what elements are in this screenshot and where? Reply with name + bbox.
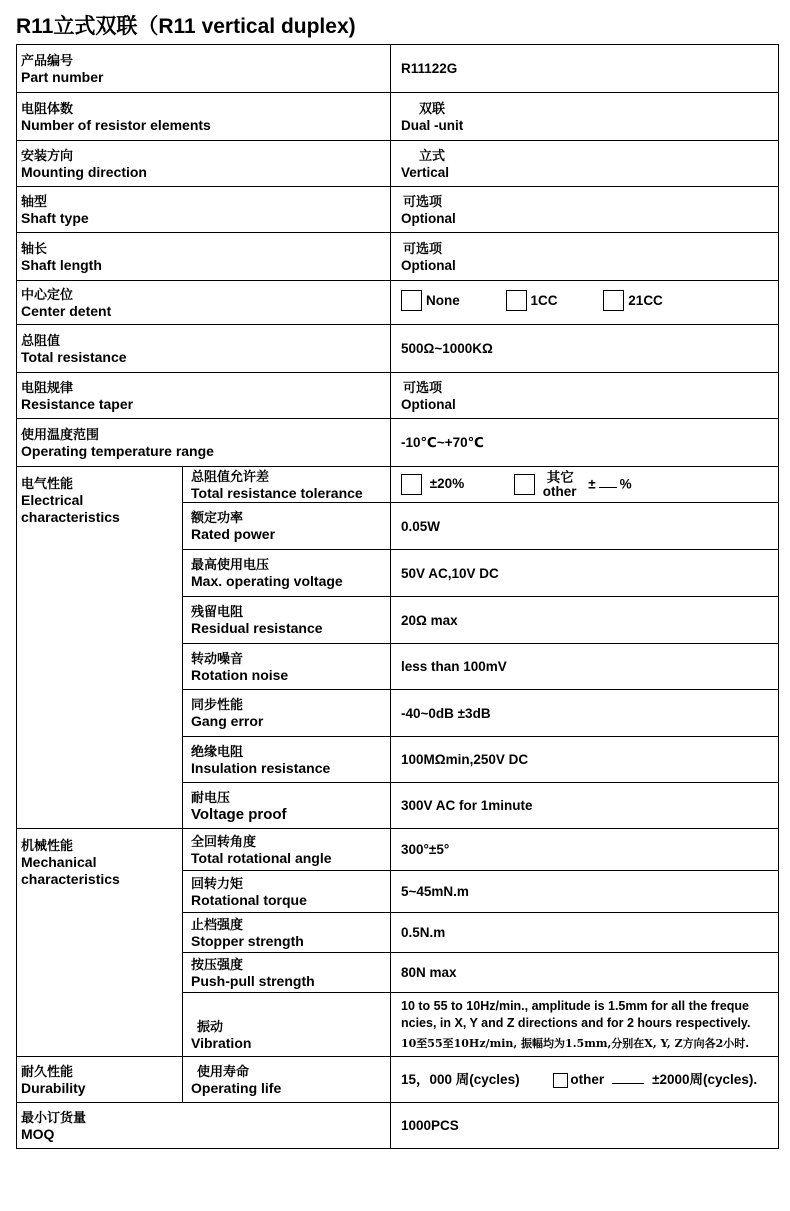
row-total-resistance: [17, 325, 779, 373]
row-elements: [17, 93, 779, 141]
row-shaft-type: [17, 187, 779, 233]
plus-minus: ±: [588, 476, 596, 492]
label-cn: 轴长: [21, 240, 48, 256]
residual-value: 20Ω max: [391, 597, 779, 644]
label-cn: 绝缘电阻: [191, 743, 244, 759]
row-moq: [17, 1103, 779, 1149]
torque-value: 5~45mN.m: [391, 871, 779, 913]
row-mounting: [17, 141, 779, 187]
max-voltage-value: 50V AC,10V DC: [391, 550, 779, 597]
vibration-line-3: 10至55至10Hz/min, 振幅均为1.5mm,分别在X, Y, Z方向各2小时.: [401, 1036, 750, 1050]
label-cn: 总阻值: [21, 332, 61, 348]
voltage-proof-value: 300V AC for 1minute: [391, 783, 779, 829]
row-rotational-angle: [17, 829, 779, 871]
label-en: Number of resistor elements: [21, 116, 211, 133]
label-en: Rated power: [191, 526, 276, 542]
label-en: Part number: [21, 68, 104, 85]
option-label: None: [426, 293, 460, 308]
row-temperature: [17, 419, 779, 467]
label-en: Center detent: [21, 302, 112, 319]
tolerance-20-label: ±20%: [429, 476, 465, 492]
label-cn: 安装方向: [21, 147, 74, 163]
vibration-line-1: 10 to 55 to 10Hz/min., amplitude is 1.5mm for all the freque: [401, 998, 750, 1013]
operating-life-other-checkbox[interactable]: [553, 1073, 568, 1088]
label-en: Mounting direction: [21, 163, 147, 180]
detent-option-none[interactable]: [401, 290, 460, 311]
value-en: Optional: [401, 257, 456, 273]
label-cn: 按压强度: [191, 956, 244, 972]
checkbox[interactable]: [401, 290, 422, 311]
value-en: Dual -unit: [401, 117, 464, 133]
label-en: Rotational torque: [191, 891, 307, 908]
percent-sign: %: [619, 476, 632, 492]
value-cn: 可选项: [403, 379, 443, 395]
insulation-value: 100MΩmin,250V DC: [391, 737, 779, 783]
row-shaft-length: [17, 233, 779, 281]
tolerance-other-label: [543, 471, 577, 499]
tolerance-20-checkbox[interactable]: [401, 474, 422, 495]
label-en-2: characteristics: [21, 871, 120, 887]
label-cn: 同步性能: [191, 697, 244, 712]
value-en: Optional: [401, 396, 456, 412]
label-en: Insulation resistance: [191, 759, 331, 776]
value-en: Vertical: [401, 164, 450, 180]
label-cn: 总阻值允许差: [191, 468, 270, 484]
label-cn: 额定功率: [191, 510, 244, 525]
moq-value: 1000PCS: [391, 1103, 779, 1149]
label-cn: 最高使用电压: [191, 557, 270, 572]
row-taper: [17, 373, 779, 419]
option-label: 21CC: [628, 293, 663, 308]
label-en-2: characteristics: [21, 509, 120, 525]
label-en: Rotation noise: [191, 666, 289, 683]
label-en: Total resistance tolerance: [191, 484, 363, 501]
label-en: Operating life: [191, 1079, 282, 1096]
label-cn: 电气性能: [21, 476, 74, 491]
label-en: Residual resistance: [191, 620, 323, 636]
label-en: Max. operating voltage: [191, 573, 343, 589]
label-en: Total rotational angle: [191, 849, 332, 866]
label-en: Mechanical: [21, 854, 97, 870]
label-cn: 中心定位: [21, 286, 74, 302]
page-title: R11立式双联（R11 vertical duplex): [16, 15, 356, 38]
label-en: Durability: [21, 1079, 86, 1096]
stopper-value: 0.5N.m: [391, 913, 779, 953]
value-en: Optional: [401, 210, 456, 226]
vibration-line-2: ncies, in X, Y and Z directions and for 2 hours respectively.: [401, 1015, 751, 1030]
tolerance-blank[interactable]: [599, 487, 617, 488]
label-cn: 电阻体数: [21, 100, 74, 116]
label-cn: 电阻规律: [21, 379, 74, 395]
operating-life-other-label: other: [570, 1072, 605, 1087]
label-en: Total resistance: [21, 348, 127, 365]
part-number-value: R11122G: [391, 45, 779, 93]
label-cn: 残留电阻: [191, 604, 244, 619]
option-label: 1CC: [530, 293, 558, 308]
operating-life-tail: ±2000周(cycles).: [652, 1072, 758, 1087]
checkbox[interactable]: [603, 290, 624, 311]
spec-table: [16, 44, 779, 1149]
detent-option-21cc[interactable]: [603, 290, 663, 311]
label-en: Voltage proof: [191, 805, 287, 823]
total-resistance-value: 500Ω~1000KΩ: [391, 325, 779, 373]
row-center-detent: [17, 281, 779, 325]
label-en: Shaft length: [21, 256, 102, 273]
label-en: Electrical: [21, 492, 84, 508]
label-en: Vibration: [191, 1035, 252, 1051]
electrical-group-label: [17, 467, 183, 829]
label-cn: 最小订货量: [21, 1109, 87, 1125]
label-en: Operating temperature range: [21, 442, 214, 459]
label-en: Push-pull strength: [191, 972, 315, 989]
value-cn: 双联: [419, 100, 446, 116]
temperature-value: -10℃~+70℃: [391, 419, 779, 467]
label-en: Resistance taper: [21, 395, 134, 412]
durability-group-label: [17, 1057, 183, 1103]
label-cn: 使用温度范围: [21, 426, 100, 442]
detent-option-1cc[interactable]: [506, 290, 558, 311]
operating-life-blank[interactable]: [612, 1083, 644, 1084]
checkbox[interactable]: [506, 290, 527, 311]
label-en: Gang error: [191, 713, 264, 729]
value-cn: 可选项: [403, 240, 443, 256]
tolerance-other-checkbox[interactable]: [514, 474, 535, 495]
row-durability: [17, 1057, 779, 1103]
label-cn: 产品编号: [21, 52, 74, 68]
label-cn: 耐久性能: [21, 1063, 74, 1079]
label-cn: 轴型: [21, 193, 48, 209]
label-cn: 全回转角度: [191, 833, 257, 849]
rated-power-value: 0.05W: [391, 503, 779, 550]
label-en: MOQ: [21, 1125, 55, 1142]
label-cn: 使用寿命: [197, 1063, 250, 1079]
noise-value: less than 100mV: [391, 644, 779, 690]
mechanical-group-label: [17, 829, 183, 1057]
label-cn: 机械性能: [21, 838, 74, 853]
label-cn: 振动: [197, 1019, 224, 1034]
push-pull-value: 80N max: [391, 953, 779, 993]
other-en: other: [542, 483, 577, 499]
other-cn: 其它: [546, 469, 574, 485]
label-en: Stopper strength: [191, 932, 304, 949]
value-cn: 可选项: [403, 193, 443, 209]
label-cn: 耐电压: [191, 789, 231, 805]
gang-error-value: -40~0dB ±3dB: [391, 690, 779, 737]
label-cn: 止档强度: [191, 916, 244, 932]
label-en: Shaft type: [21, 209, 89, 226]
row-tolerance: [17, 467, 779, 503]
label-cn: 回转力矩: [191, 875, 244, 891]
operating-life-value: 15，000 周(cycles): [401, 1072, 520, 1087]
value-cn: 立式: [419, 147, 446, 163]
rotational-angle-value: 300°±5°: [391, 829, 779, 871]
row-part-number: [17, 45, 779, 93]
label-cn: 转动噪音: [191, 650, 244, 666]
